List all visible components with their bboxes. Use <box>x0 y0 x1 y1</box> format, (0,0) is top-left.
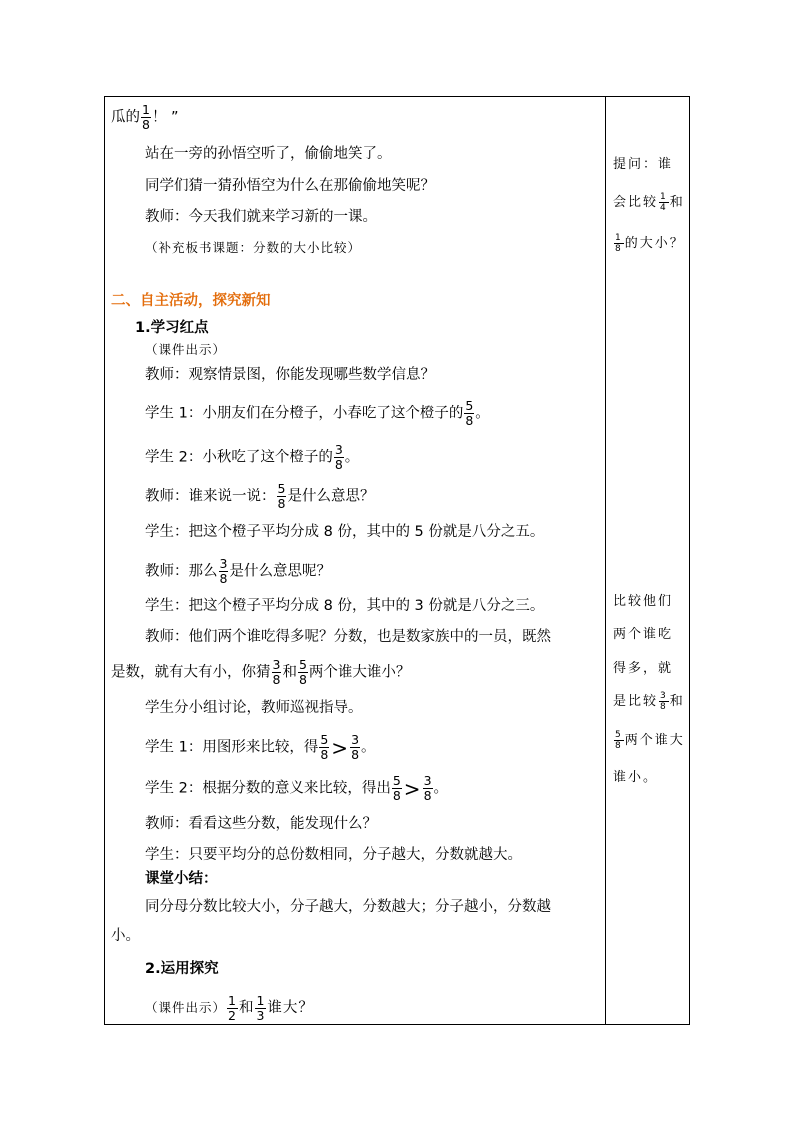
denominator: 8 <box>334 457 343 472</box>
text-segment: 和 <box>669 195 685 210</box>
note-line <box>613 192 685 213</box>
text-segment: 学生 1：用图形来比较，得 <box>145 739 319 756</box>
text-line <box>145 733 376 762</box>
denominator: 2 <box>228 1008 237 1023</box>
fraction <box>659 691 669 712</box>
denominator: 8 <box>351 747 360 762</box>
summary-label: 课堂小结： <box>145 871 218 887</box>
notes-column <box>606 97 690 1024</box>
text-line: 小。 <box>111 928 140 944</box>
courseware-note: （课件出示） <box>145 1000 227 1015</box>
fraction <box>392 774 402 803</box>
text-segment: 是什么意思呢？ <box>229 563 331 580</box>
fraction <box>227 994 238 1023</box>
fraction <box>334 443 344 472</box>
text-line: 站在一旁的孙悟空听了，偷偷地笑了。 <box>145 146 392 162</box>
text-line: 学生：把这个橙子平均分成 8 份，其中的 5 份就是八分之五。 <box>145 524 545 540</box>
numerator: 3 <box>423 773 432 788</box>
denominator: 8 <box>615 741 623 751</box>
numerator: 5 <box>320 732 329 747</box>
text-line: 教师：他们两个谁吃得多呢？分数，也是数家族中的一员，既然 <box>145 629 551 645</box>
text-segment: 学生 2：小秋吃了这个橙子的 <box>145 449 333 466</box>
text-segment: 教师：那么 <box>145 563 218 580</box>
fraction <box>219 557 229 586</box>
text-line <box>145 399 490 428</box>
text-line <box>145 482 374 511</box>
text-segment: 和 <box>282 664 297 681</box>
text-line <box>145 443 359 472</box>
numerator: 5 <box>392 773 401 788</box>
text-segment: 两个谁大 <box>624 733 685 748</box>
section-heading: 二、自主活动，探究新知 <box>111 293 271 309</box>
text-segment: 是比较 <box>613 694 659 709</box>
text-line <box>111 658 410 687</box>
numerator: 1 <box>660 192 668 202</box>
denominator: 8 <box>219 571 228 586</box>
numerator: 3 <box>351 732 360 747</box>
text-segment: 和 <box>669 694 685 709</box>
text-segment: 和 <box>238 1000 255 1016</box>
text-line <box>145 994 314 1023</box>
text-segment: 的大小？ <box>624 236 685 251</box>
text-line: 教师：观察情景图，你能发现哪些数学信息？ <box>145 367 435 383</box>
text-segment: 教师：谁来说一说： <box>145 488 276 505</box>
denominator: 8 <box>298 672 307 687</box>
fraction <box>423 774 433 803</box>
text-segment: 。 <box>433 780 449 797</box>
denominator: 8 <box>392 788 401 803</box>
text-line: 教师：看看这些分数，能发现什么？ <box>145 816 377 832</box>
text-segment: 。 <box>361 739 376 756</box>
fraction <box>319 733 329 762</box>
denominator: 8 <box>320 747 329 762</box>
courseware-note: （课件出示） <box>145 342 227 357</box>
numerator: 3 <box>219 556 228 571</box>
fraction <box>277 482 287 511</box>
text-segment: 。 <box>475 405 490 422</box>
denominator: 8 <box>277 496 286 511</box>
text-segment: 学生 2：根据分数的意义来比较，得出 <box>145 780 391 797</box>
numerator: 5 <box>277 481 286 496</box>
numerator: 3 <box>272 657 281 672</box>
note-line: 谁小。 <box>613 770 659 785</box>
numerator: 1 <box>256 993 266 1008</box>
subsection-title: 2.运用探究 <box>145 961 219 977</box>
note-line: 比较他们 <box>613 594 674 609</box>
fraction <box>255 994 266 1023</box>
text-segment: 会比较 <box>613 195 659 210</box>
denominator: 8 <box>660 702 668 712</box>
text-line <box>111 103 179 132</box>
lesson-plan-table <box>104 96 690 1025</box>
numerator: 5 <box>465 398 474 413</box>
note-line: 得多，就 <box>613 661 674 676</box>
denominator: 8 <box>615 244 623 254</box>
fraction <box>141 103 151 132</box>
note-line <box>613 730 685 751</box>
denominator: 8 <box>272 672 281 687</box>
numerator: 1 <box>142 102 150 117</box>
text-line <box>145 557 331 586</box>
numerator: 5 <box>615 730 623 740</box>
fraction <box>272 658 282 687</box>
denominator: 8 <box>465 413 474 428</box>
numerator: 1 <box>615 233 623 243</box>
denominator: 4 <box>660 203 668 213</box>
fraction <box>464 399 474 428</box>
greater-than-sign: > <box>331 735 349 760</box>
fraction <box>614 233 624 254</box>
text-segment: 。 <box>344 449 360 466</box>
text-line: 同学们猜一猜孙悟空为什么在那偷偷地笑呢？ <box>145 178 435 194</box>
subsection-title: 1.学习红点 <box>135 320 209 336</box>
fraction <box>350 733 360 762</box>
numerator: 1 <box>228 993 237 1008</box>
text-line: 同分母分数比较大小，分子越大，分数越大；分子越小，分数越 <box>145 899 551 915</box>
text-line: 学生分小组讨论，教师巡视指导。 <box>145 700 363 716</box>
board-note: （补充板书课题：分数的大小比较） <box>145 240 362 255</box>
text-segment: 两个谁大谁小？ <box>308 664 411 681</box>
text-segment: ！ ” <box>151 109 179 126</box>
text-line: 学生：把这个橙子平均分成 8 份，其中的 3 份就是八分之三。 <box>145 598 545 614</box>
main-content-column <box>105 97 605 1024</box>
text-segment: 是什么意思？ <box>287 488 375 505</box>
denominator: 8 <box>142 117 150 132</box>
fraction <box>614 730 624 751</box>
text-segment: 瓜的 <box>111 109 140 126</box>
text-segment: 学生 1：小朋友们在分橙子，小春吃了这个橙子的 <box>145 405 464 422</box>
text-segment: 是数，就有大有小，你猜 <box>111 664 271 681</box>
note-line: 提问：谁 <box>613 157 674 172</box>
denominator: 3 <box>256 1008 266 1023</box>
fraction <box>659 192 669 213</box>
denominator: 8 <box>423 788 432 803</box>
note-line: 两个谁吃 <box>613 627 674 642</box>
text-line: 学生：只要平均分的总份数相同，分子越大，分数就越大。 <box>145 847 522 863</box>
note-line <box>613 233 685 254</box>
numerator: 3 <box>660 691 668 701</box>
text-line <box>145 774 448 803</box>
note-line <box>613 691 685 712</box>
fraction <box>298 658 308 687</box>
numerator: 5 <box>298 657 307 672</box>
text-segment: 谁大？ <box>267 1000 314 1016</box>
numerator: 3 <box>334 442 343 457</box>
greater-than-sign: > <box>403 776 421 801</box>
text-line: 教师：今天我们就来学习新的一课。 <box>145 209 377 225</box>
